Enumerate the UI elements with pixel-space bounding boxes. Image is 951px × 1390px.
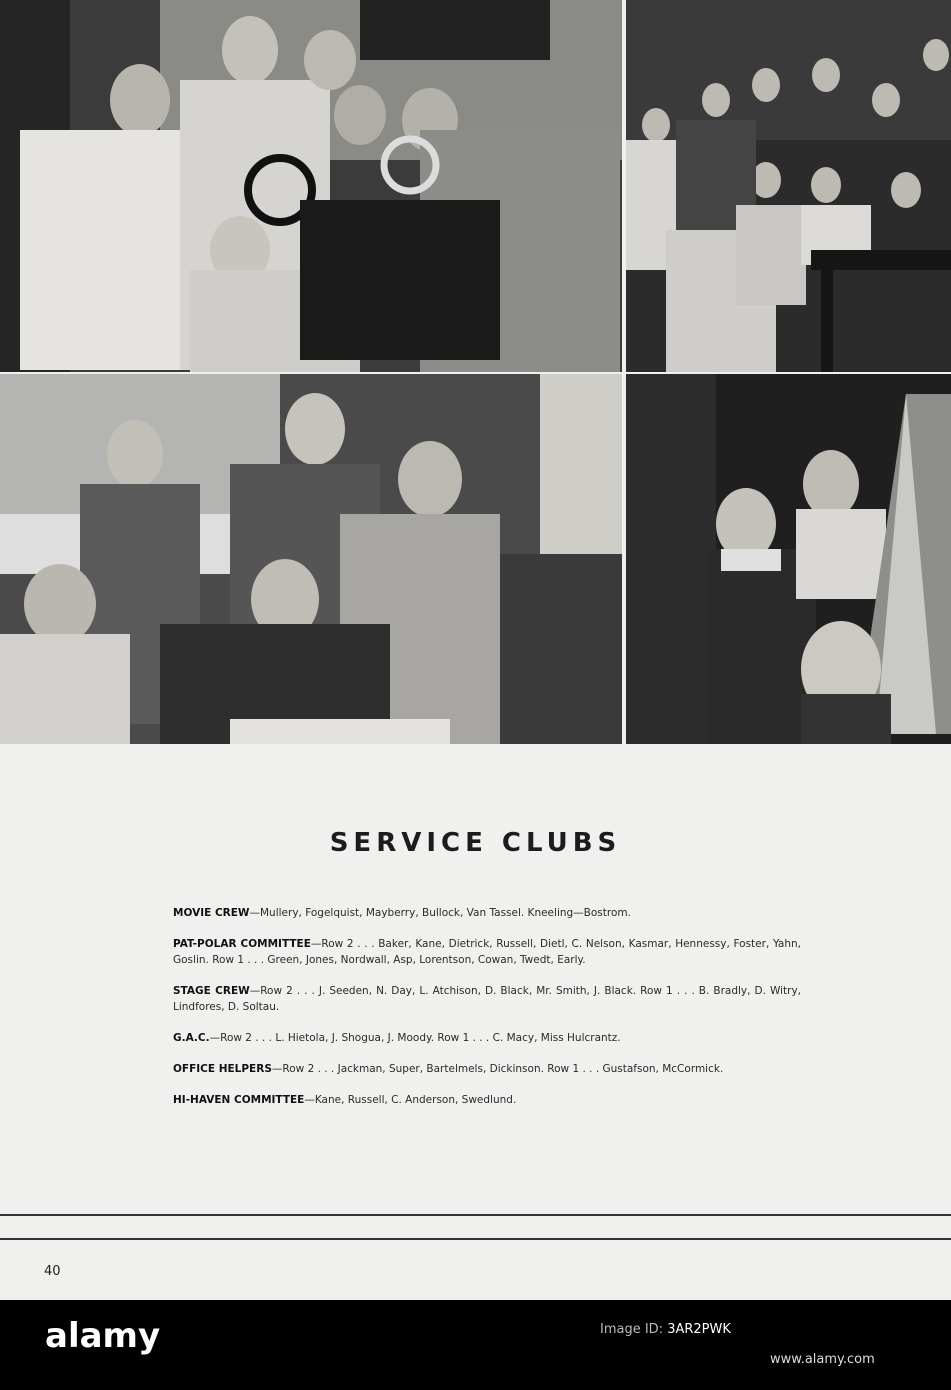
caption-heading: HI-HAVEN COMMITTEE [173,1094,305,1106]
hi-haven-committee-photo [626,374,951,744]
caption-heading: OFFICE HELPERS [173,1063,272,1075]
caption-movie-crew [173,905,801,921]
caption-text: —Row 2 . . . J. Seeden, N. Day, L. Atchison, D. Black, Mr. Smith, J. Black. Row 1 . . . B. Bradly, D. Witry, Lindfores, D. Soltau. [173,985,801,1013]
caption-heading: G.A.C. [173,1032,210,1044]
page-number: 40 [44,1264,61,1279]
office-helpers-photo [0,374,622,744]
image-id-label: Image ID: [600,1322,664,1337]
caption-heading: MOVIE CREW [173,907,250,919]
caption-stage-crew [173,983,801,1015]
divider-rule [0,1214,951,1216]
watermark-footer [0,1300,951,1390]
caption-office-helpers [173,1061,801,1077]
image-id-value: 3AR2PWK [667,1322,731,1337]
caption-text: —Row 2 . . . L. Hietola, J. Shogua, J. Moody. Row 1 . . . C. Macy, Miss Hulcrantz. [209,1032,621,1044]
caption-pat-polar-committee [173,936,801,968]
caption-heading: STAGE CREW [173,985,250,997]
caption-gac [173,1030,801,1046]
divider-rule [0,1238,951,1240]
caption-list [173,905,801,1123]
caption-text: —Mullery, Fogelquist, Mayberry, Bullock, Van Tassel. Kneeling—Bostrom. [249,907,631,919]
movie-crew-photo [0,0,622,372]
caption-hi-haven-committee [173,1092,801,1108]
brand-logo: alamy [45,1316,161,1356]
caption-text: —Row 2 . . . Jackman, Super, Bartelmels, Dickinson. Row 1 . . . Gustafson, McCormick. [271,1063,724,1075]
caption-heading: PAT-POLAR COMMITTEE [173,938,311,950]
image-id [600,1322,731,1337]
page-title: SERVICE CLUBS [329,828,622,858]
site-url: www.alamy.com [770,1352,875,1367]
caption-text: —Row 2 . . . Baker, Kane, Dietrick, Russell, Dietl, C. Nelson, Kasmar, Hennessy, Foster, Yahn, Goslin. Row 1 . . . Green, Jones, Nordwall, Asp, Lorentson, Cowan, Twedt, Early. [173,938,801,966]
pat-polar-committee-photo [626,0,951,372]
caption-text: —Kane, Russell, C. Anderson, Swedlund. [304,1094,517,1106]
